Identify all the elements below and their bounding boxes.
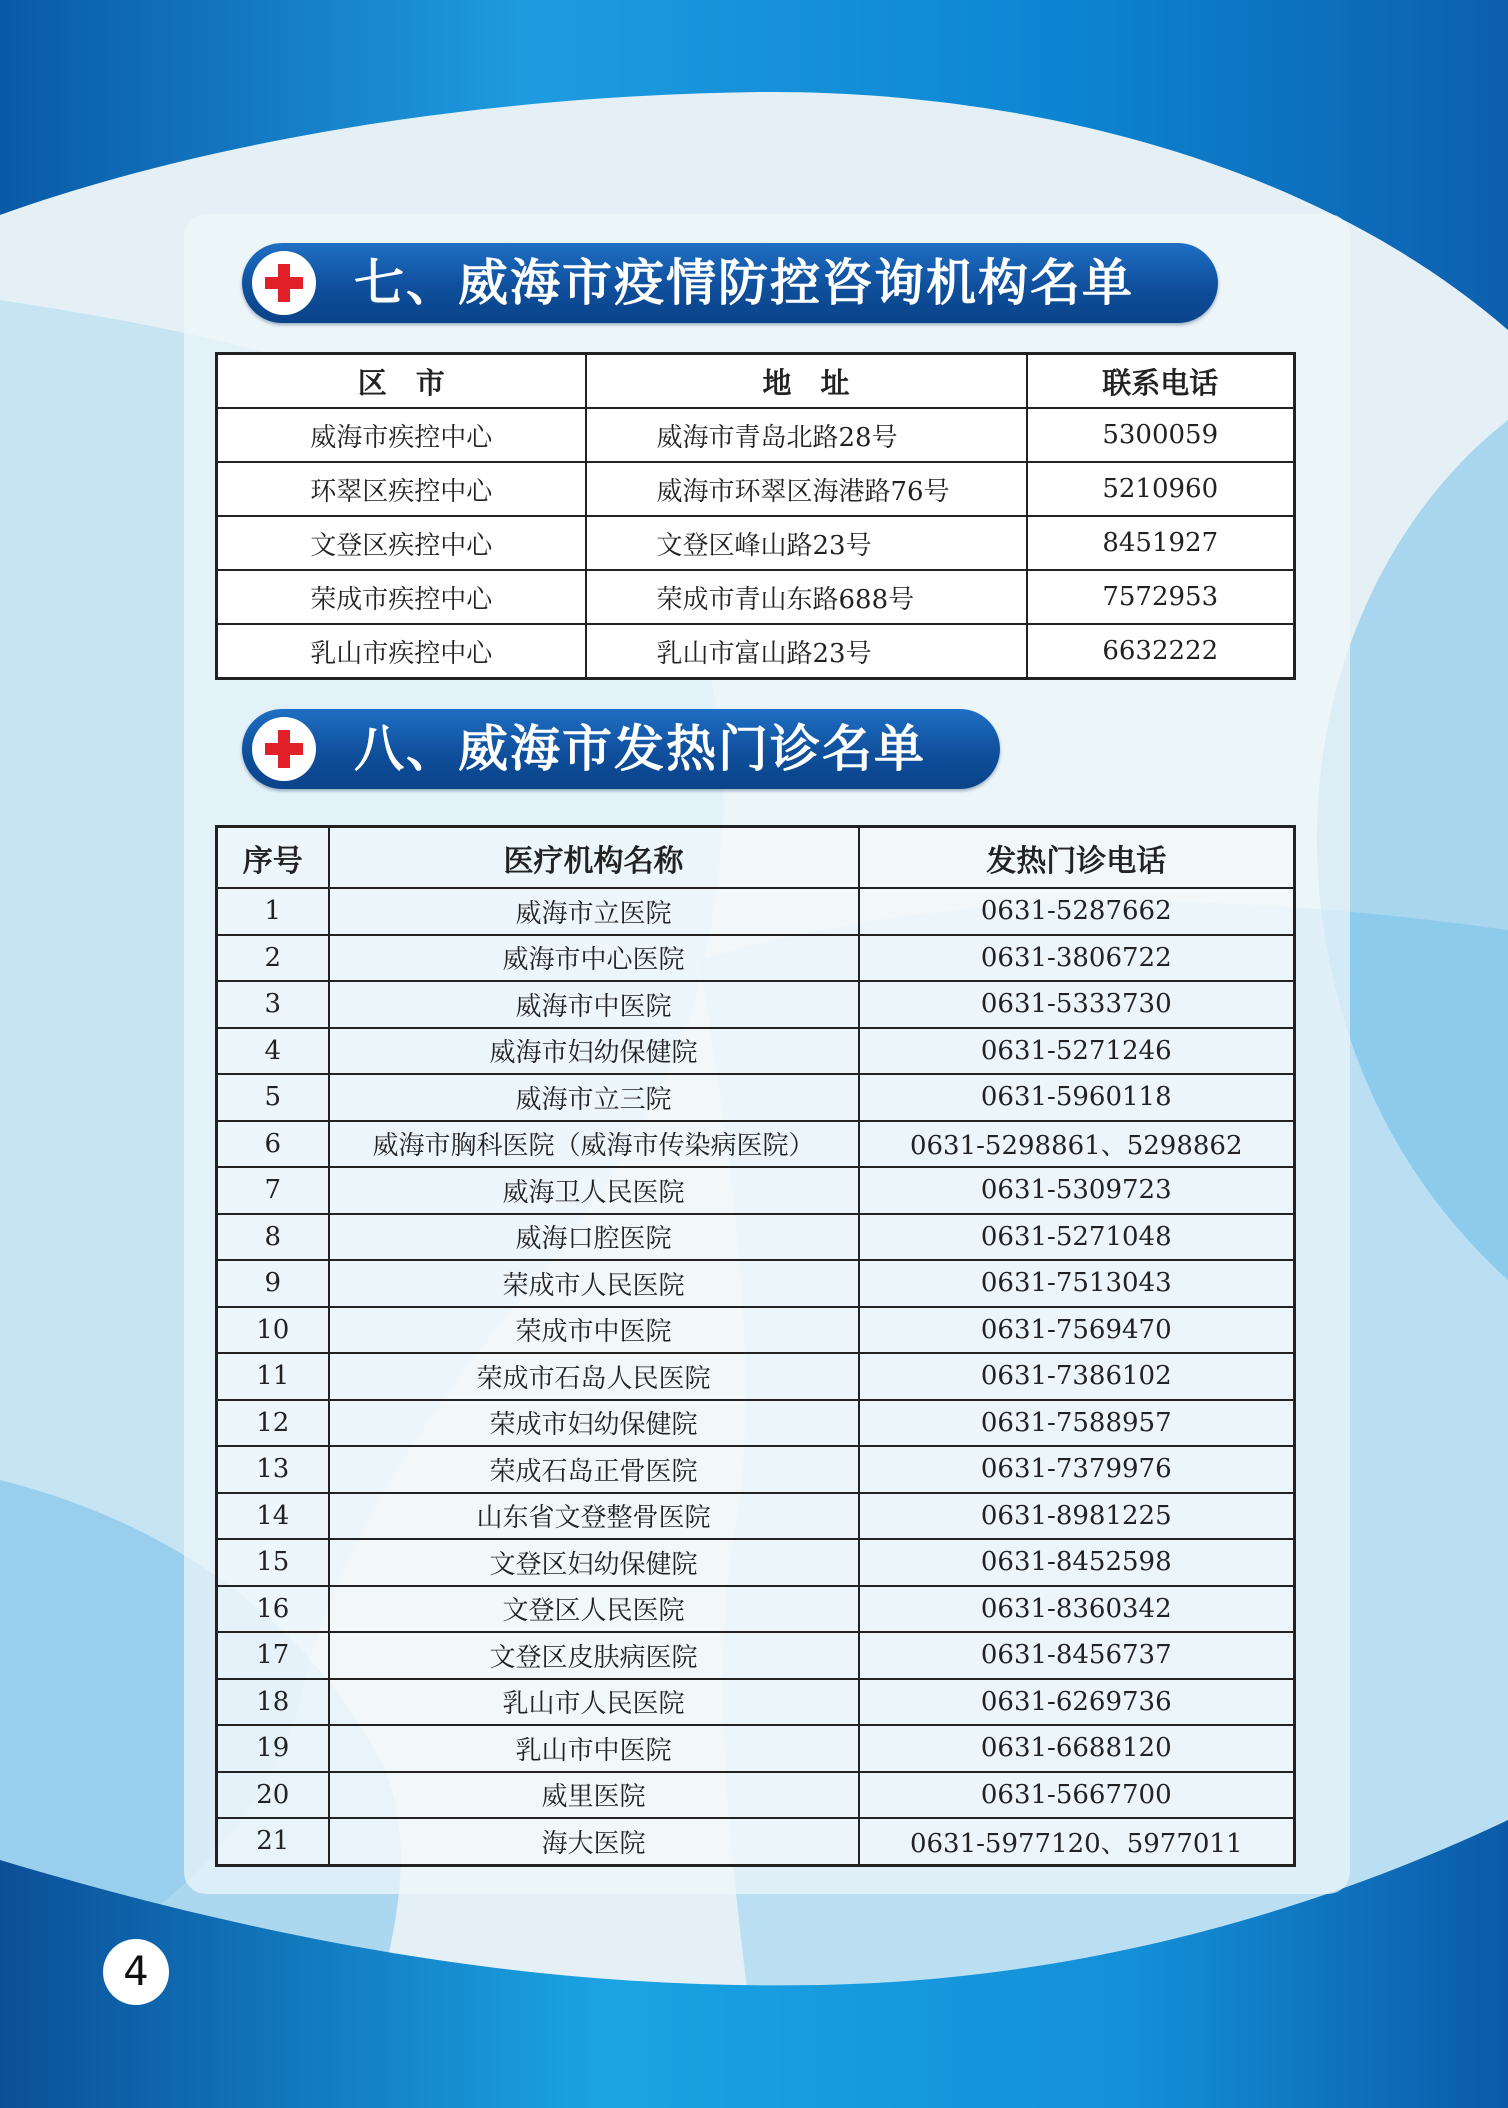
cell-fever-phone: 0631-3806722 bbox=[859, 935, 1295, 982]
cell-district: 威海市疾控中心 bbox=[217, 408, 586, 462]
cell-index: 16 bbox=[217, 1586, 329, 1633]
cell-institution: 威海市立医院 bbox=[329, 888, 859, 935]
cell-fever-phone: 0631-8456737 bbox=[859, 1632, 1295, 1679]
cell-index: 6 bbox=[217, 1121, 329, 1168]
cell-address: 文登区峰山路23号 bbox=[586, 516, 1027, 570]
table-row bbox=[217, 1400, 1295, 1447]
cell-index: 21 bbox=[217, 1818, 329, 1865]
cell-fever-phone: 0631-5667700 bbox=[859, 1772, 1295, 1819]
cell-institution: 文登区人民医院 bbox=[329, 1586, 859, 1633]
cell-institution: 文登区皮肤病医院 bbox=[329, 1632, 859, 1679]
table-row bbox=[217, 408, 1295, 462]
table-row bbox=[217, 624, 1295, 679]
cell-phone: 5210960 bbox=[1027, 462, 1295, 516]
table-row bbox=[217, 1353, 1295, 1400]
cell-institution: 威海市胸科医院（威海市传染病医院） bbox=[329, 1121, 859, 1168]
column-header-district: 区 市 bbox=[217, 354, 586, 409]
cell-institution: 荣成市石岛人民医院 bbox=[329, 1353, 859, 1400]
cell-fever-phone: 0631-7379976 bbox=[859, 1446, 1295, 1493]
table-row bbox=[217, 1028, 1295, 1075]
cell-index: 13 bbox=[217, 1446, 329, 1493]
cell-phone: 7572953 bbox=[1027, 570, 1295, 624]
cell-institution: 威海卫人民医院 bbox=[329, 1167, 859, 1214]
cell-institution: 荣成市妇幼保健院 bbox=[329, 1400, 859, 1447]
page-number: 4 bbox=[103, 1939, 169, 2005]
cell-fever-phone: 0631-5960118 bbox=[859, 1074, 1295, 1121]
table-row bbox=[217, 1260, 1295, 1307]
cell-fever-phone: 0631-5271048 bbox=[859, 1214, 1295, 1261]
cell-phone: 5300059 bbox=[1027, 408, 1295, 462]
cell-fever-phone: 0631-5977120、5977011 bbox=[859, 1818, 1295, 1865]
cell-index: 11 bbox=[217, 1353, 329, 1400]
cell-fever-phone: 0631-5309723 bbox=[859, 1167, 1295, 1214]
cell-fever-phone: 0631-7386102 bbox=[859, 1353, 1295, 1400]
table-row bbox=[217, 1679, 1295, 1726]
cell-institution: 威里医院 bbox=[329, 1772, 859, 1819]
table-row bbox=[217, 1493, 1295, 1540]
cell-address: 乳山市富山路23号 bbox=[586, 624, 1027, 679]
cell-district: 荣成市疾控中心 bbox=[217, 570, 586, 624]
cell-institution: 荣成石岛正骨医院 bbox=[329, 1446, 859, 1493]
cell-index: 12 bbox=[217, 1400, 329, 1447]
column-header-index: 序号 bbox=[217, 827, 329, 889]
cell-institution: 威海市妇幼保健院 bbox=[329, 1028, 859, 1075]
cell-address: 威海市环翠区海港路76号 bbox=[586, 462, 1027, 516]
cell-fever-phone: 0631-8452598 bbox=[859, 1539, 1295, 1586]
cell-index: 3 bbox=[217, 981, 329, 1028]
cell-institution: 山东省文登整骨医院 bbox=[329, 1493, 859, 1540]
cell-district: 环翠区疾控中心 bbox=[217, 462, 586, 516]
cell-fever-phone: 0631-8360342 bbox=[859, 1586, 1295, 1633]
cell-institution: 威海市中心医院 bbox=[329, 935, 859, 982]
table-row bbox=[217, 1539, 1295, 1586]
cell-institution: 文登区妇幼保健院 bbox=[329, 1539, 859, 1586]
red-cross-icon bbox=[252, 717, 316, 781]
cell-fever-phone: 0631-6688120 bbox=[859, 1725, 1295, 1772]
cell-fever-phone: 0631-7569470 bbox=[859, 1307, 1295, 1354]
table-row bbox=[217, 1725, 1295, 1772]
cell-index: 4 bbox=[217, 1028, 329, 1075]
cell-district: 乳山市疾控中心 bbox=[217, 624, 586, 679]
cell-fever-phone: 0631-5287662 bbox=[859, 888, 1295, 935]
table-row bbox=[217, 1632, 1295, 1679]
table-row bbox=[217, 1214, 1295, 1261]
fever-clinic-table bbox=[215, 825, 1296, 1867]
cell-index: 1 bbox=[217, 888, 329, 935]
table-row bbox=[217, 1167, 1295, 1214]
cell-index: 10 bbox=[217, 1307, 329, 1354]
cell-institution: 荣成市中医院 bbox=[329, 1307, 859, 1354]
table-header-row bbox=[217, 827, 1295, 889]
table-row bbox=[217, 981, 1295, 1028]
table-row bbox=[217, 888, 1295, 935]
cell-fever-phone: 0631-7588957 bbox=[859, 1400, 1295, 1447]
table-row bbox=[217, 1074, 1295, 1121]
cell-fever-phone: 0631-5271246 bbox=[859, 1028, 1295, 1075]
section7-banner bbox=[242, 243, 1218, 323]
column-header-fever-phone: 发热门诊电话 bbox=[859, 827, 1295, 889]
section8-banner bbox=[242, 709, 1000, 789]
cell-address: 威海市青岛北路28号 bbox=[586, 408, 1027, 462]
cell-index: 8 bbox=[217, 1214, 329, 1261]
table-row bbox=[217, 516, 1295, 570]
table-row bbox=[217, 1121, 1295, 1168]
cell-district: 文登区疾控中心 bbox=[217, 516, 586, 570]
table-row bbox=[217, 1307, 1295, 1354]
table-row bbox=[217, 462, 1295, 516]
column-header-address: 地 址 bbox=[586, 354, 1027, 409]
cell-index: 15 bbox=[217, 1539, 329, 1586]
cell-index: 19 bbox=[217, 1725, 329, 1772]
cdc-contact-table bbox=[215, 352, 1296, 680]
cell-fever-phone: 0631-8981225 bbox=[859, 1493, 1295, 1540]
cell-institution: 威海市中医院 bbox=[329, 981, 859, 1028]
table-header-row bbox=[217, 354, 1295, 409]
cell-institution: 威海口腔医院 bbox=[329, 1214, 859, 1261]
cell-institution: 乳山市中医院 bbox=[329, 1725, 859, 1772]
cell-index: 17 bbox=[217, 1632, 329, 1679]
cell-index: 9 bbox=[217, 1260, 329, 1307]
cell-index: 5 bbox=[217, 1074, 329, 1121]
cell-index: 20 bbox=[217, 1772, 329, 1819]
cell-index: 7 bbox=[217, 1167, 329, 1214]
cell-fever-phone: 0631-5298861、5298862 bbox=[859, 1121, 1295, 1168]
red-cross-icon bbox=[252, 251, 316, 315]
section8-title: 八、威海市发热门诊名单 bbox=[354, 720, 926, 778]
cell-institution: 海大医院 bbox=[329, 1818, 859, 1865]
table-row bbox=[217, 1772, 1295, 1819]
column-header-institution: 医疗机构名称 bbox=[329, 827, 859, 889]
cell-institution: 威海市立三院 bbox=[329, 1074, 859, 1121]
cell-fever-phone: 0631-5333730 bbox=[859, 981, 1295, 1028]
table-row bbox=[217, 1586, 1295, 1633]
cell-index: 2 bbox=[217, 935, 329, 982]
cell-fever-phone: 0631-7513043 bbox=[859, 1260, 1295, 1307]
cell-institution: 乳山市人民医院 bbox=[329, 1679, 859, 1726]
section7-title: 七、威海市疫情防控咨询机构名单 bbox=[354, 254, 1134, 312]
cell-phone: 6632222 bbox=[1027, 624, 1295, 679]
cell-index: 14 bbox=[217, 1493, 329, 1540]
cell-fever-phone: 0631-6269736 bbox=[859, 1679, 1295, 1726]
table-row bbox=[217, 935, 1295, 982]
table-row bbox=[217, 570, 1295, 624]
column-header-phone: 联系电话 bbox=[1027, 354, 1295, 409]
cell-institution: 荣成市人民医院 bbox=[329, 1260, 859, 1307]
table-row bbox=[217, 1446, 1295, 1493]
cell-phone: 8451927 bbox=[1027, 516, 1295, 570]
cell-address: 荣成市青山东路688号 bbox=[586, 570, 1027, 624]
cell-index: 18 bbox=[217, 1679, 329, 1726]
table-row bbox=[217, 1818, 1295, 1865]
